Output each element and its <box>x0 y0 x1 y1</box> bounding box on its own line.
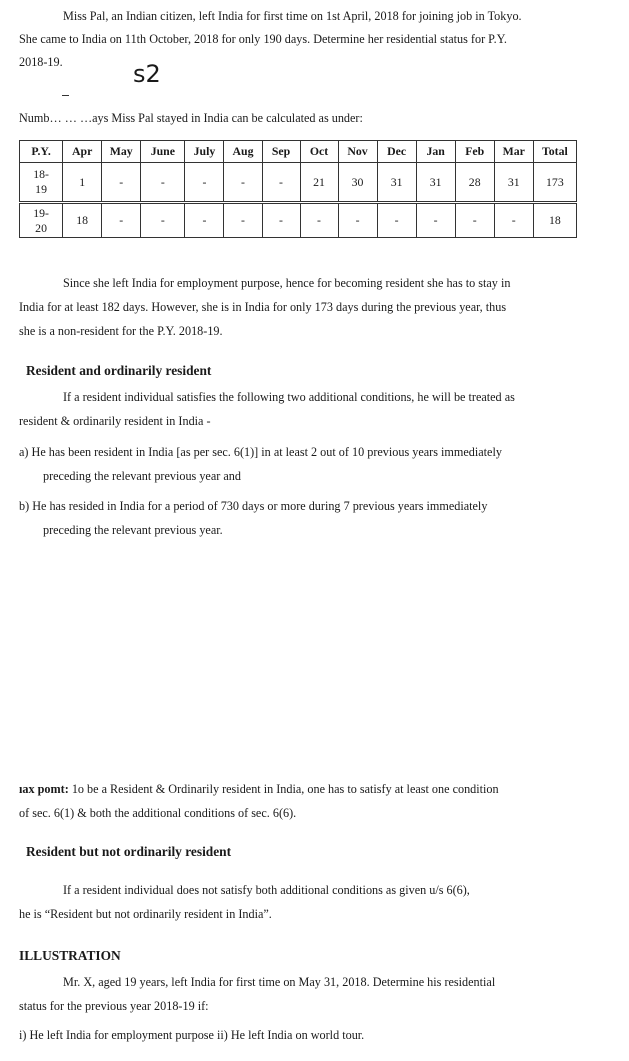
tax-point-text: 1o be a Resident & Ordinarily resident in India, one has to satisfy at least one condition <box>68 782 499 796</box>
illustration-text-2: status for the previous year 2018-19 if: <box>19 999 209 1013</box>
ror-intro-1: If a resident individual satisfies the following two additional conditions, he will be treated as <box>63 390 515 404</box>
table-cell: 21 <box>300 163 338 203</box>
col-header: Sep <box>262 141 300 163</box>
table-cell: 31 <box>416 163 455 203</box>
table-cell: 18 <box>63 203 102 238</box>
intro-line-3: 2018-19. <box>19 55 63 69</box>
py-cell <box>20 163 63 203</box>
py-top: 18- <box>33 167 49 181</box>
days-in-india-table <box>19 140 577 238</box>
table-row <box>20 203 577 238</box>
col-header: Total <box>533 141 576 163</box>
table-cell: 31 <box>494 163 533 203</box>
table-cell: - <box>338 203 377 238</box>
tax-point-label: ıax pomt: <box>19 782 69 796</box>
conclusion-line-2: India for at least 182 days. However, she is in India for only 173 days during the previous year, thus <box>19 300 507 314</box>
table-cell: - <box>377 203 416 238</box>
table-cell: - <box>141 163 185 203</box>
py-cell <box>20 203 63 238</box>
ror-heading: Resident and ordinarily resident <box>26 363 212 378</box>
intro-line-1: Miss Pal, an Indian citizen, left India for first time on 1st April, 2018 for joining job in Tokyo. <box>63 9 522 23</box>
rnor-text-2: he is “Resident but not ordinarily resident in India”. <box>19 907 272 921</box>
table-cell: - <box>185 163 224 203</box>
tax-point-line-1 <box>19 782 499 796</box>
table-cell: - <box>224 163 262 203</box>
illustration-heading: ILLUSTRATION <box>19 948 121 963</box>
rnor-text-1: If a resident individual does not satisfy both additional conditions as given u/s 6(6), <box>63 883 470 897</box>
col-header: P.Y. <box>20 141 63 163</box>
table-cell: - <box>416 203 455 238</box>
table-cell: - <box>102 203 141 238</box>
conclusion-line-3: she is a non-resident for the P.Y. 2018-19. <box>19 324 223 338</box>
col-header: July <box>185 141 224 163</box>
table-cell: 31 <box>377 163 416 203</box>
table-cell: - <box>494 203 533 238</box>
py-bottom: 19 <box>35 182 47 196</box>
pen-mark <box>62 95 69 96</box>
tax-point-line-2: of sec. 6(1) & both the additional conditions of sec. 6(6). <box>19 806 297 820</box>
ror-condition-a-1: a) He has been resident in India [as per sec. 6(1)] in at least 2 out of 10 previous years immediately <box>19 445 502 459</box>
ror-condition-a-2: preceding the relevant previous year and <box>43 469 241 483</box>
table-cell: 30 <box>338 163 377 203</box>
ror-condition-b-2: preceding the relevant previous year. <box>43 523 223 537</box>
py-top: 19- <box>33 205 49 220</box>
table-cell: - <box>224 203 262 238</box>
col-header: Oct <box>300 141 338 163</box>
col-header: Mar <box>494 141 533 163</box>
table-cell: - <box>102 163 141 203</box>
illustration-text-3: i) He left India for employment purpose ii) He left India on world tour. <box>19 1028 365 1042</box>
py-bottom: 20 <box>35 220 47 235</box>
table-cell: 18 <box>533 203 576 238</box>
col-header: Jan <box>416 141 455 163</box>
intro-line-2: She came to India on 11th October, 2018 for only 190 days. Determine her residential status for P.Y. <box>19 32 507 46</box>
col-header: May <box>102 141 141 163</box>
table-cell: - <box>455 203 494 238</box>
table-cell: - <box>300 203 338 238</box>
table-cell: 173 <box>533 163 576 203</box>
col-header: Apr <box>63 141 102 163</box>
col-header: Dec <box>377 141 416 163</box>
table-cell: - <box>262 163 300 203</box>
table-header-row <box>20 141 577 163</box>
rnor-heading: Resident but not ordinarily resident <box>26 844 232 859</box>
table-cell: - <box>185 203 224 238</box>
table-cell: 28 <box>455 163 494 203</box>
col-header: Aug <box>224 141 262 163</box>
table-row <box>20 163 577 203</box>
handwritten-note: s2 <box>133 60 161 88</box>
conclusion-line-1: Since she left India for employment purpose, hence for becoming resident she has to stay in <box>63 276 511 290</box>
table-cell: - <box>141 203 185 238</box>
col-header: Feb <box>455 141 494 163</box>
illustration-text-1: Mr. X, aged 19 years, left India for first time on May 31, 2018. Determine his residential <box>63 975 496 989</box>
ror-condition-b-1: b) He has resided in India for a period of 730 days or more during 7 previous years immediately <box>19 499 488 513</box>
table-caption: Numb… … …ays Miss Pal stayed in India can be calculated as under: <box>19 111 363 125</box>
col-header: June <box>141 141 185 163</box>
ror-intro-2: resident & ordinarily resident in India - <box>19 414 211 428</box>
col-header: Nov <box>338 141 377 163</box>
table-cell: 1 <box>63 163 102 203</box>
table-cell: - <box>262 203 300 238</box>
